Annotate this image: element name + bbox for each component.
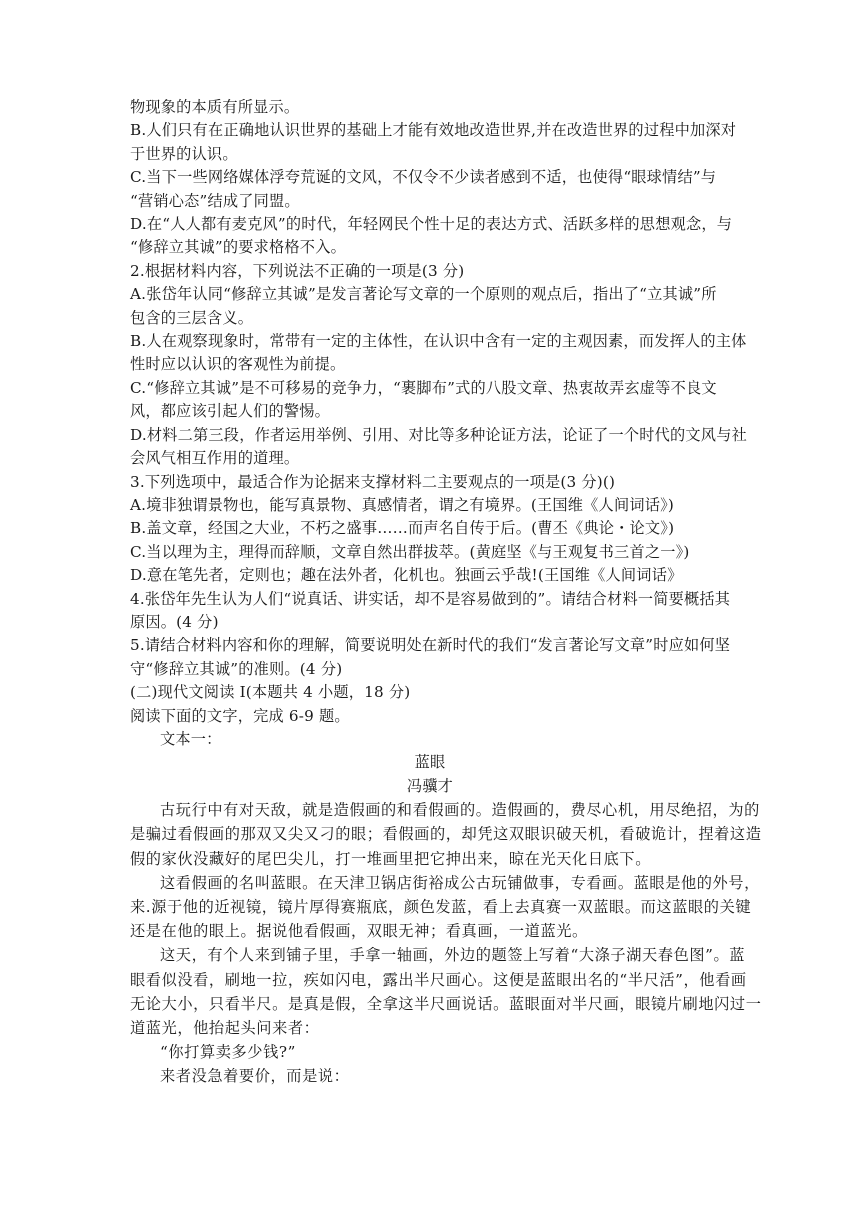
text-line: C.“修辞立其诚”是不可移易的竞争力，“裹脚布”式的八股文章、热衷故弄玄虚等不良文 (130, 378, 717, 397)
story-line: 这天，有个人来到铺子里，手拿一轴画，外边的题签上写着“大涤子湖天春色图”。蓝 (160, 946, 746, 965)
story-line: 眼看似没看，刷地一拉，疾如闪电，露出半尺画心。这便是蓝眼出名的“半尺活”，他看画 (130, 970, 747, 989)
story-line: 假的家伙没藏好的尾巴尖儿，打一堆画里把它抻出来，晾在光天化日底下。 (130, 849, 651, 868)
story-body (130, 798, 762, 1088)
text-line: 性时应以认识的客观性为前提。 (130, 355, 346, 374)
text-line: D.材料二第三段，作者运用举例、引用、对比等多种论证方法，论证了一个时代的文风与社 (130, 425, 747, 444)
exam-questions-section (130, 96, 747, 728)
text-line: 物现象的本质有所显示。 (130, 98, 300, 116)
story-line: 还是在他的眼上。据说他看假画，双眼无神；看真画，一道蓝光。 (130, 922, 588, 941)
text-line: 阅读下面的文字，完成 6-9 题。 (130, 706, 350, 725)
text-line: D.意在笔先者，定则也；趣在法外者，化机也。独画云乎哉!(王国维《人间词话》 (130, 566, 683, 585)
text-one-label: 文本一： (160, 729, 222, 748)
text-line: 于世界的认识。 (130, 144, 238, 163)
text-line: 会风气相互作用的道理。 (130, 449, 300, 468)
story-line: “你打算卖多少钱?” (160, 1043, 296, 1062)
document-page (130, 96, 762, 1089)
text-line: 包含的三层含义。 (130, 308, 254, 327)
story-title: 蓝眼 (414, 753, 446, 772)
text-line: (二)现代文阅读 I(本题共 4 小题，18 分) (130, 683, 411, 702)
story-line: 来.源于他的近视镜，镜片厚得赛瓶底，颜色发蓝，看上去真赛一双蓝眼。而这蓝眼的关键 (130, 898, 752, 916)
story-author: 冯骥才 (406, 776, 454, 795)
text-line: “营销心态”结成了同盟。 (130, 191, 300, 210)
story-line: 古玩行中有对天敌，就是造假画的和看假画的。造假画的，费尽心机，用尽绝招，为的 (160, 801, 760, 820)
story-line: 是骗过看假画的那双又尖又刁的眼；看假画的，却凭这双眼识破天机，看破诡计，捏着这造 (130, 825, 762, 844)
text-line: B.盖文章，经国之大业，不朽之盛事……而声名自传于后。(曹丕《典论・论文》) (130, 519, 675, 538)
story-line: 这看假画的名叫蓝眼。在天津卫锅店街裕成公古玩铺做事，专看画。蓝眼是他的外号， (160, 873, 760, 892)
text-line: 3.下列选项中，最适合作为论据来支撑材料二主要观点的一项是(3 分)() (130, 472, 616, 491)
text-line: C.当以理为主，理得而辞顺，文章自然出群拔萃。(黄庭坚《与王观复书三首之一》) (130, 542, 690, 561)
story-line: 无论大小，只看半尺。是真是假，全拿这半尺画说话。蓝眼面对半尺画，眼镜片刷地闪过一 (130, 994, 762, 1013)
text-line: 2.根据材料内容，下列说法不正确的一项是(3 分) (130, 261, 465, 280)
text-line: 守“修辞立其诚”的准则。(4 分) (130, 659, 343, 678)
text-line: 风，都应该引起人们的警惕。 (130, 402, 331, 421)
text-line: A.境非独谓景物也，能写真景物、真感情者，谓之有境界。(王国维《人间词话》) (130, 495, 675, 514)
text-line: 原因。(4 分) (130, 612, 219, 631)
story-line: 道蓝光，他抬起头问来者： (130, 1019, 320, 1038)
text-line: B.人们只有在正确地认识世界的基础上才能有效地改造世界,并在改造世界的过程中加深对 (130, 121, 737, 140)
story-line: 来者没急着要价，而是说： (160, 1067, 350, 1086)
text-line: “修辞立其诚”的要求格格不入。 (130, 238, 346, 257)
text-line: 5.请结合材料内容和你的理解，简要说明处在新时代的我们“发言著论写文章”时应如何坚 (130, 636, 731, 655)
text-line: 4.张岱年先生认为人们“说真话、讲实话，却不是容易做到的”。请结合材料一简要概括其 (130, 589, 731, 608)
text-line: C.当下一些网络媒体浮夸荒诞的文风，不仅令不少读者感到不适，也使得“眼球情结”与 (130, 168, 717, 187)
text-line: B.人在观察现象时，常带有一定的主体性，在认识中含有一定的主观因素，而发挥人的主体 (130, 332, 747, 351)
text-line: A.张岱年认同“修辞立其诚”是发言著论写文章的一个原则的观点后，指出了“立其诚”所 (130, 285, 717, 304)
text-line: D.在“人人都有麦克风”的时代，年轻网民个性十足的表达方式、活跃多样的思想观念，与 (130, 215, 733, 234)
